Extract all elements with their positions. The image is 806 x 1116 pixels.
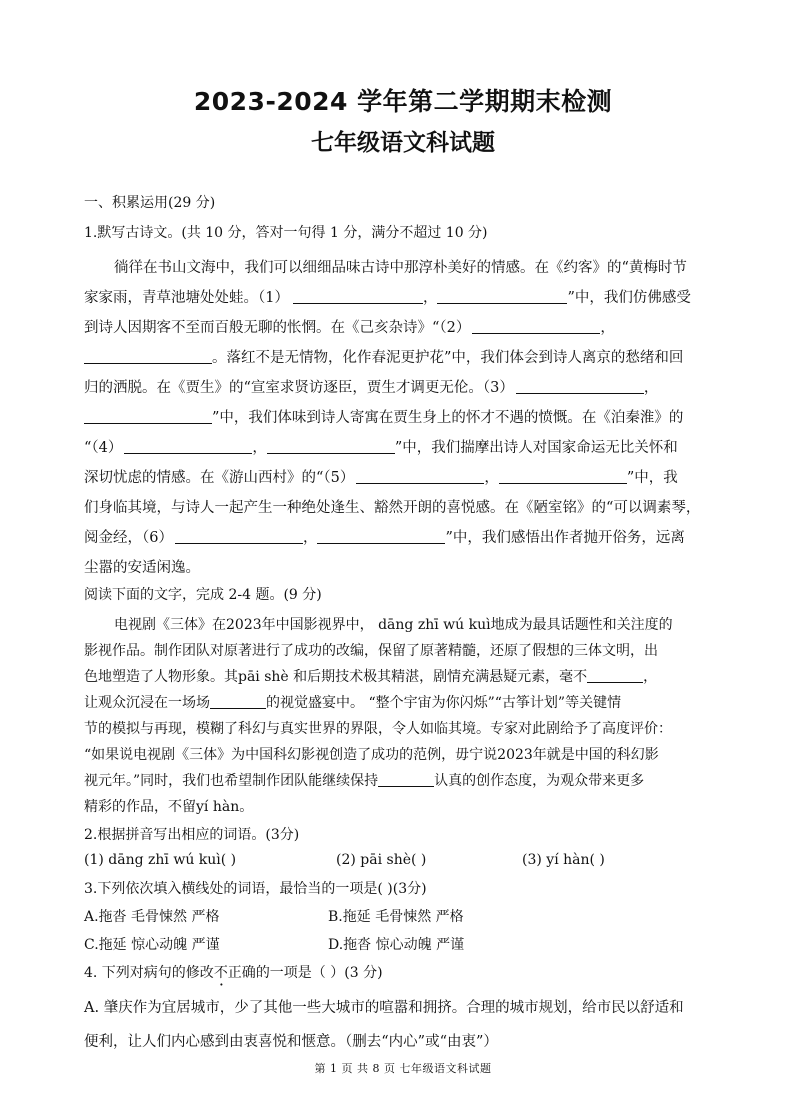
question-2-title: 2.根据拼音写出相应的词语。(3分) — [84, 827, 300, 843]
q3-option-b[interactable]: B.拖延 毛骨悚然 严格 — [328, 909, 464, 925]
answer-blank[interactable] — [84, 409, 212, 424]
q4-option-a-cont: 便利，让人们内心感到由衷喜悦和惬意。（删去“内心”或“由衷”） — [84, 1034, 498, 1050]
emphasis-text: 不正确 — [213, 965, 256, 981]
q4-option-a: A. 肇庆作为宜居城市，少了其他一些大城市的喧嚣和拥挤。合理的城市规划，给市民以舒适和 — [84, 1000, 684, 1016]
question-4-title: 4. 下列对病句的修改不正确的一项是（ ）(3 分) — [84, 965, 383, 981]
q2-item: (1) dāng zhī wú kuì( ) — [84, 852, 237, 868]
q1-line: 。落红不是无情物，化作春泥更护花”中，我们体会到诗人离京的愁绪和回 — [84, 346, 722, 367]
question-1-title: 1.默写古诗文。(共 10 分，答对一句得 1 分，满分不超过 10 分) — [84, 225, 488, 241]
q2-item: (3) yí hàn( ) — [522, 852, 605, 868]
answer-blank[interactable] — [124, 439, 252, 454]
q1-line: ”中，我们体味到诗人寄寓在贾生身上的怀才不遇的愤慨。在《泊秦淮》的 — [84, 406, 722, 427]
reading-intro: 阅读下面的文字，完成 2-4 题。(9 分) — [84, 587, 322, 603]
page-footer: 第 1 页 共 8 页 七年级语文科试题 — [314, 1062, 492, 1075]
passage-line: 色地塑造了人物形象。其pāi shè 和后期技术极其精湛，剧情充满悬疑元素，毫不 ， — [84, 669, 658, 685]
page-title: 2023-2024 学年第二学期期末检测 — [193, 87, 613, 116]
q1-line: 深切忧虑的情感。在《游山西村》的“（5） ， ”中，我 — [84, 470, 678, 486]
q1-line: 家家雨，青草池塘处处蛙。（1） ， ”中，我们仿佛感受 — [84, 290, 691, 306]
answer-blank[interactable] — [317, 529, 445, 544]
answer-blank[interactable] — [175, 529, 303, 544]
q2-item: (2) pāi shè( ) — [336, 852, 427, 868]
answer-blank[interactable] — [472, 319, 600, 334]
answer-blank[interactable] — [356, 469, 484, 484]
answer-blank[interactable] — [437, 289, 567, 304]
answer-blank[interactable] — [84, 349, 212, 364]
passage-line: 电视剧《三体》在2023年中国影视界中， dāng zhī wú kuì地成为最具话题性和关注度的 — [114, 617, 673, 633]
q1-line: 们身临其境，与诗人一起产生一种绝处逢生、豁然开朗的喜悦感。在《陋室铭》的“可以调素琴， — [84, 500, 701, 516]
section-heading: 一、积累运用(29 分) — [84, 195, 216, 211]
q3-option-d[interactable]: D.拖沓 惊心动魄 严谨 — [328, 937, 465, 953]
q3-option-a[interactable]: A.拖沓 毛骨悚然 严格 — [84, 909, 220, 925]
passage-line: 视元年。”同时，我们也希望制作团队能继续保持 认真的创作态度，为观众带来更多 — [84, 773, 645, 789]
answer-blank[interactable] — [210, 694, 266, 709]
q1-line: 阅金经，（6） ， ”中，我们感悟出作者抛开俗务，远离 — [84, 530, 685, 546]
q3-option-c[interactable]: C.拖延 惊心动魄 严谨 — [84, 937, 220, 953]
passage-line: “如果说电视剧《三体》为中国科幻影视创造了成功的范例，毋宁说2023年就是中国的科幻影 — [84, 747, 659, 763]
answer-blank[interactable] — [378, 772, 434, 787]
answer-blank[interactable] — [267, 439, 395, 454]
q1-line: 到诗人因期客不至而百般无聊的怅惘。在《己亥杂诗》“（2） ， — [84, 320, 615, 336]
q1-line: 徜徉在书山文海中，我们可以细细品味古诗中那淳朴美好的情感。在《约客》的“黄梅时节 — [114, 260, 687, 276]
page-subtitle: 七年级语文科试题 — [311, 130, 495, 156]
passage-line: 节的模拟与再现，模糊了科幻与真实世界的界限，令人如临其境。专家对此剧给予了高度评价： — [84, 721, 672, 737]
answer-blank[interactable] — [293, 289, 423, 304]
passage-line: 影视作品。制作团队对原著进行了成功的改编，保留了原著精髓，还原了假想的三体文明，出 — [84, 643, 658, 659]
answer-blank[interactable] — [587, 668, 643, 683]
passage-line: 让观众沉浸在一场场 的视觉盛宴中。 “整个宇宙为你闪烁”“古筝计划”等关键情 — [84, 695, 622, 711]
q1-line: 尘嚣的安适闲逸。 — [84, 560, 200, 576]
question-3-title: 3.下列依次填入横线处的词语，最恰当的一项是( )(3分) — [84, 881, 427, 897]
passage-line: 精彩的作品，不留yí hàn。 — [84, 799, 254, 815]
q1-line: “（4） ， ”中，我们揣摩出诗人对国家命运无比关怀和 — [84, 440, 678, 456]
q1-line: 归的洒脱。在《贾生》的“宣室求贤访逐臣，贾生才调更无伦。（3） ， — [84, 380, 659, 396]
answer-blank[interactable] — [499, 469, 627, 484]
answer-blank[interactable] — [516, 379, 644, 394]
